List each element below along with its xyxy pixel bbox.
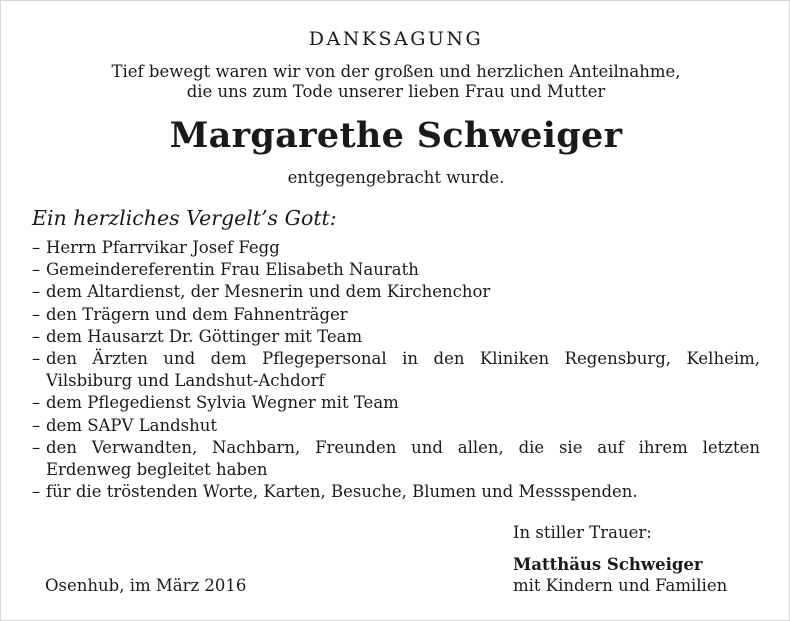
place-date: Osenhub, im März 2016 — [45, 576, 247, 595]
thanks-item — [32, 392, 760, 414]
intro-line-2: die uns zum Tode unserer lieben Frau und Mutter — [186, 82, 606, 101]
thanks-title: Ein herzliches Vergelt’s Gott: — [32, 206, 337, 230]
thanks-item-text: dem SAPV Landshut — [46, 415, 218, 435]
thanks-item-text-line-1: den Ärzten und dem Pflegepersonal in den Kliniken Regensburg, Kelheim, — [46, 349, 760, 369]
dash-bullet: – — [32, 437, 41, 457]
dash-bullet: – — [32, 260, 41, 280]
thanks-item-text: dem Hausarzt Dr. Göttinger mit Team — [46, 326, 363, 346]
thanks-item-text-line-2: Erdenweg begleitet haben — [46, 460, 268, 480]
thanks-item-text: Gemeindereferentin Frau Elisabeth Naurath — [46, 260, 419, 280]
dash-bullet: – — [32, 393, 41, 413]
mourning-label: In stiller Trauer: — [513, 523, 652, 542]
thanks-item-text: dem Pflegedienst Sylvia Wegner mit Team — [46, 393, 399, 413]
thanks-item — [32, 304, 760, 326]
dash-bullet: – — [32, 415, 41, 435]
dash-bullet: – — [32, 238, 41, 257]
thanks-item — [32, 326, 760, 348]
dash-bullet: – — [32, 282, 41, 302]
thanks-item-text: den Trägern und dem Fahnenträger — [46, 304, 348, 324]
thanks-item — [32, 437, 760, 481]
thanks-item-text: Herrn Pfarrvikar Josef Fegg — [46, 238, 280, 257]
thanks-item-text-line-1: den Verwandten, Nachbarn, Freunden und allen, die sie auf ihrem letzten — [46, 437, 760, 457]
thanks-item — [32, 237, 760, 259]
after-name-text: entgegengebracht wurde. — [287, 168, 505, 187]
dash-bullet: – — [32, 349, 41, 369]
deceased-name: Margarethe Schweiger — [169, 115, 623, 156]
intro-text — [1, 62, 790, 102]
thanks-item-text-line-2: Vilsbiburg und Landshut-Achdorf — [46, 371, 325, 391]
thanks-item-text: für die tröstenden Worte, Karten, Besuche, Blumen und Messspenden. — [46, 482, 638, 502]
mourner-family: mit Kindern und Familien — [513, 576, 728, 595]
thanks-item — [32, 281, 760, 303]
thanks-item-text: dem Altardienst, der Mesnerin und dem Kirchenchor — [46, 282, 491, 302]
dash-bullet: – — [32, 326, 41, 346]
thanks-list — [32, 237, 760, 503]
dash-bullet: – — [32, 304, 41, 324]
thanks-item — [32, 481, 760, 503]
thanks-item — [32, 415, 760, 437]
mourner-name: Matthäus Schweiger — [513, 555, 703, 574]
thanks-item — [32, 348, 760, 392]
notice-heading: DANKSAGUNG — [308, 28, 484, 50]
thanks-item — [32, 259, 760, 281]
dash-bullet: – — [32, 482, 41, 502]
intro-line-1: Tief bewegt waren wir von der großen und herzlichen Anteilnahme, — [111, 62, 681, 81]
